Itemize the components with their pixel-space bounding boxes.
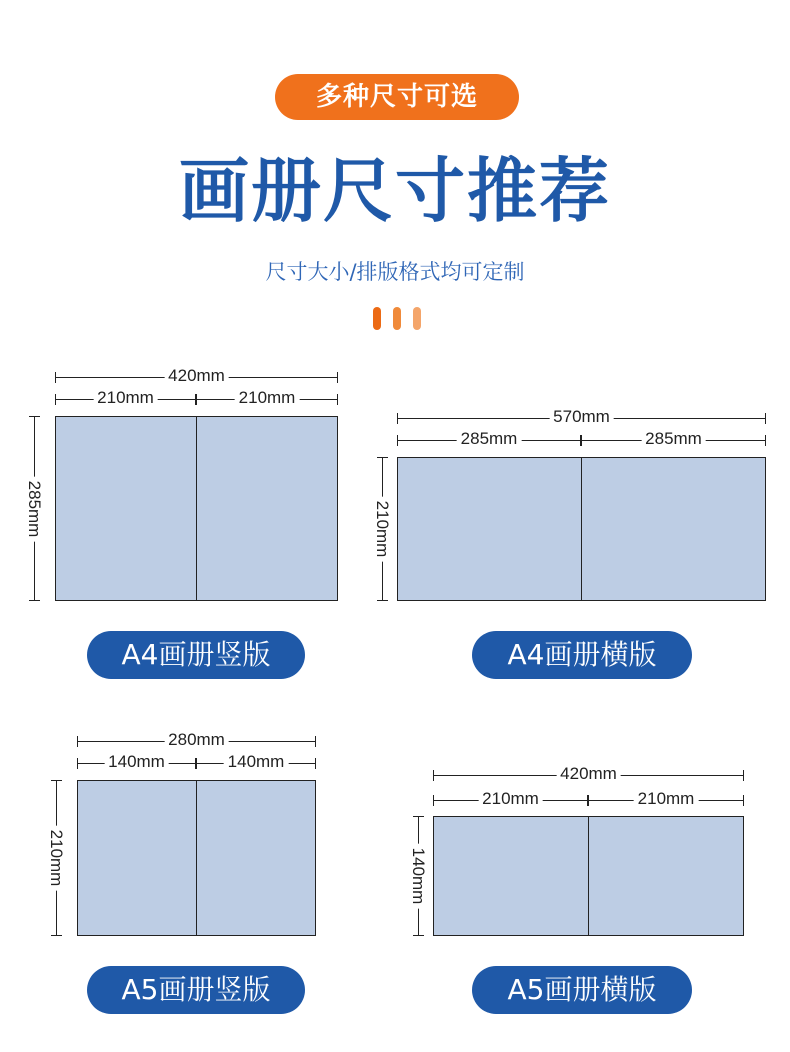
dimension-label: 210mm xyxy=(93,388,158,408)
dot-mark xyxy=(373,307,381,330)
brochure-spread xyxy=(77,780,316,936)
dimension-label: 280mm xyxy=(164,730,229,750)
dimension-label: 570mm xyxy=(549,407,614,427)
decorative-dots xyxy=(373,307,423,331)
dimension-label: 210mm xyxy=(478,789,543,809)
total-width-dimension xyxy=(433,764,744,783)
dot-mark xyxy=(393,307,401,330)
dot-mark xyxy=(413,307,421,330)
total-width-dimension xyxy=(55,366,338,385)
fold-line xyxy=(581,458,582,600)
page-title: 画册尺寸推荐 xyxy=(179,150,611,232)
left-page-width-dimension xyxy=(397,429,581,448)
left-page-width-dimension xyxy=(55,388,196,407)
height-dimension xyxy=(48,780,64,936)
page-subtitle: 尺寸大小/排版格式均可定制 xyxy=(265,260,525,284)
dimension-label: 140mm xyxy=(224,752,289,772)
fold-line xyxy=(196,417,197,600)
format-caption: A4画册竖版 xyxy=(87,631,305,679)
height-dimension xyxy=(374,457,390,601)
dimension-label: 420mm xyxy=(556,764,621,784)
dimension-label: 210mm xyxy=(235,388,300,408)
left-page-width-dimension xyxy=(77,752,196,771)
right-page-width-dimension xyxy=(196,388,338,407)
fold-line xyxy=(588,817,589,935)
dimension-label: 210mm xyxy=(634,789,699,809)
brochure-spread xyxy=(55,416,338,601)
dimension-label: 285mm xyxy=(457,429,522,449)
size-options-badge: 多种尺寸可选 xyxy=(275,74,519,120)
format-caption: A4画册横版 xyxy=(472,631,692,679)
brochure-spread xyxy=(397,457,766,601)
right-page-width-dimension xyxy=(196,752,316,771)
dimension-label: 420mm xyxy=(164,366,229,386)
total-width-dimension xyxy=(77,730,316,749)
right-page-width-dimension xyxy=(581,429,766,448)
fold-line xyxy=(196,781,197,935)
dimension-label: 285mm xyxy=(24,476,44,541)
dimension-label: 210mm xyxy=(372,497,392,562)
format-caption: A5画册横版 xyxy=(472,966,692,1014)
left-page-width-dimension xyxy=(433,789,588,808)
format-caption: A5画册竖版 xyxy=(87,966,305,1014)
dimension-label: 140mm xyxy=(408,844,428,909)
right-page-width-dimension xyxy=(588,789,744,808)
dimension-label: 285mm xyxy=(641,429,706,449)
dimension-label: 210mm xyxy=(46,826,66,891)
dimension-label: 140mm xyxy=(104,752,169,772)
height-dimension xyxy=(26,416,42,601)
height-dimension xyxy=(410,816,426,936)
total-width-dimension xyxy=(397,407,766,426)
brochure-spread xyxy=(433,816,744,936)
